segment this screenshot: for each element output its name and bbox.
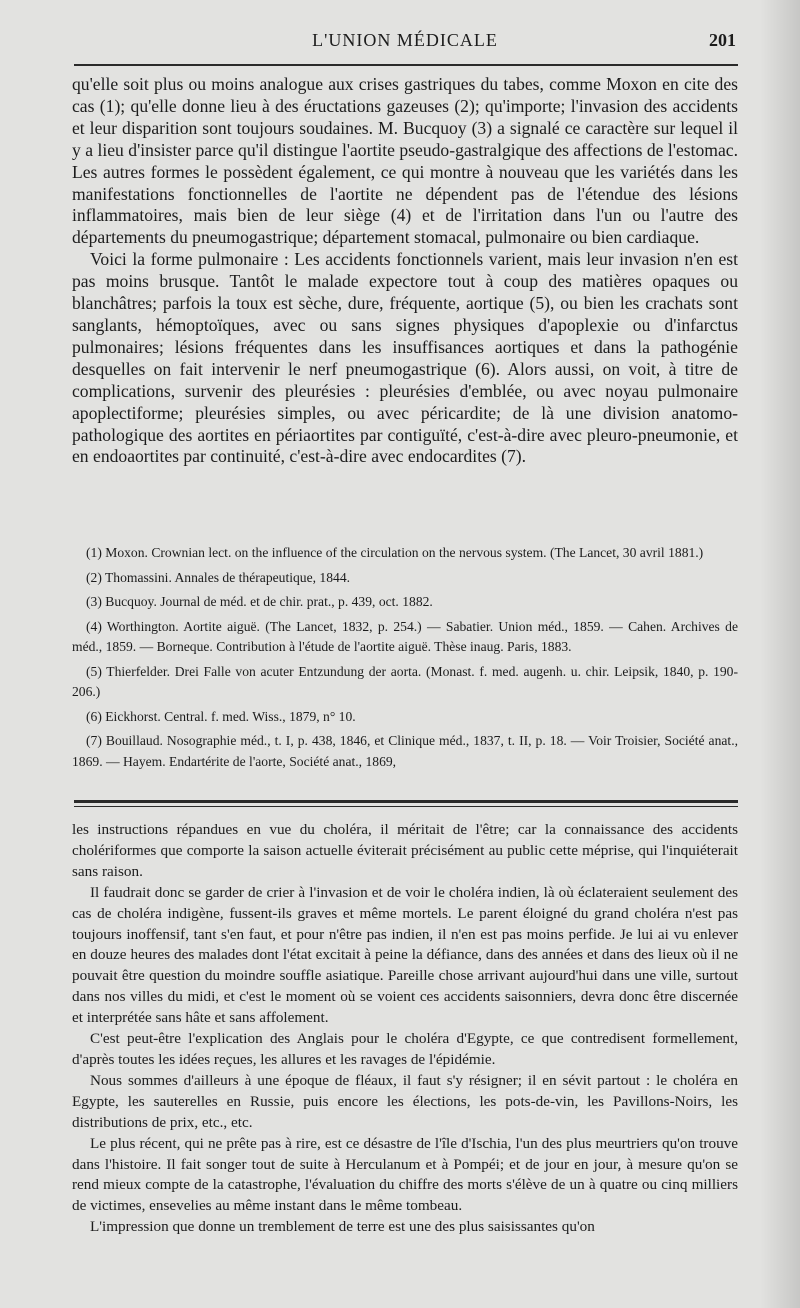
page-edge-shadow [760,0,800,1308]
footnote: (2) Thomassini. Annales de thérapeutique, 1844. [86,569,351,585]
feuilleton-paragraph: les instructions répandues en vue du choléra, il méritait de l'être; car la connaissance des accidents cholériformes que comporte la saison actuelle éviterait précisément au public cette méprise, qui l'inquiéterait sans raison. [72,821,738,880]
article-paragraph: qu'elle soit plus ou moins analogue aux crises gastriques du tabes, comme Moxon en cite des cas (1); qu'elle donne lieu à des éructations gazeuses (2); qu'importe; l'invasion des accidents et leur disparition sont toujours soudaines. M. Bucquoy (3) a signalé ce caractère sur lequel il y a lieu d'insister parce qu'il distingue l'aortite pseudo-gastralgique des affections de l'estomac. Les autres formes le possèdent également, ce qui montre à nouveau que les variétés dans les manifestations fonctionnelles de l'aortite ne dépendent pas de l'étendue des lésions inflammatoires, mais bien de leur siège (4) et de l'irritation dans l'un ou l'autre des départements du pneumogastrique; département stomacal, pulmonaire ou bien cardiaque. [72,74,738,248]
feuilleton-paragraph: Il faudrait donc se garder de crier à l'invasion et de voir le choléra indien, là où éclateraient seulement des cas de choléra indigène, fussent-ils graves et même mortels. Le parent éloigné du grand choléra n'est pas toujours inoffensif, tant s'en faut, et pour n'être pas indien, il n'en est pas moins perfide. Je lui ai vu enlever en douze heures des malades dont l'état excitait à peine la défiance, dans des années et dans des lieux où il ne pouvait être question du moindre souffle asiatique. Pareille chose arrivant aujourd'hui dans une ville, surtout dans nos villes du midi, et c'est le moment où se voient ces accidents saisonniers, devra donc être discernée et interprétée sans hâte et sans affolement. [72,883,738,1027]
feuilleton-paragraph: Le plus récent, qui ne prête pas à rire, est ce désastre de l'île d'Ischia, l'un des plus meurtriers qu'on trouve dans l'histoire. Il fait songer tout de suite à Herculanum et à Pompéi; et de jour en jour, à mesure qu'on se rend mieux compte de la catastrophe, l'évaluation du chiffre des morts s'élève de un à quatre ou cinq milliers de victimes, ensevelies au même instant dans le même tombeau. [72,1134,738,1215]
feuilleton-paragraph: Nous sommes d'ailleurs à une époque de fléaux, il faut s'y résigner; il en sévit partout : le choléra en Egypte, les sauterelles en Russie, puis encore les élections, les pots-de-vin, les Pavillons-Noirs, les distributions de prix, etc., etc. [72,1071,738,1131]
footnote: (5) Thierfelder. Drei Falle von acuter Entzundung der aorta. (Monast. f. med. augenh. u. chir. Leipsik, 1840, p. 190-206.) [72,663,738,699]
page-header [70,26,740,56]
article-paragraph: Voici la forme pulmonaire : Les accidents fonctionnels varient, mais leur invasion n'en est pas moins brusque. Tantôt le malade expectore tout à coup des matières opaques ou blanchâtres; parfois la toux est sèche, dure, fréquente, aortique (5), ou bien les crachats sont sanglants, hémoptoïques, avec ou sans signes physiques d'apoplexie ou d'infarctus pulmonaires; lésions fréquentes dans les insuffisances aortiques et dans la pathogénie desquelles on fait intervenir le nerf pneumogastrique (6). Alors aussi, on voit, à titre de complications, survenir des pleurésies : pleurésies d'emblée, ou avec noyau pulmonaire apoplectiforme; pleurésies simples, ou avec péricardite; de là une division anatomo-pathologique des aortites en périaortites par contiguïté, c'est-à-dire avec pleuro-pneumonie, et en endoaortites par continuité, c'est-à-dire avec endocardites (7). [72,249,738,467]
header-rule [74,64,738,66]
feuilleton-paragraph: L'impression que donne un tremblement de terre est une des plus saisissantes qu'on [90,1218,595,1236]
footnotes [72,543,738,776]
footnote: (4) Worthington. Aortite aiguë. (The Lancet, 1832, p. 254.) — Sabatier. Union méd., 1859. — Cahen. Archives de méd., 1859. — Borneque. Contribution à l'étude de l'aortite aiguë. Thèse inaug. Paris, 1883. [72,618,738,654]
footnote: (7) Bouillaud. Nosographie méd., t. I, p. 438, 1846, et Clinique méd., 1837, t. II, p. 18. — Voir Troisier, Société anat., 1869. — Hayem. Endartérite de l'aorte, Société anat., 1869, [72,733,738,769]
footnote: (1) Moxon. Crownian lect. on the influence of the circulation on the nervous system. (The Lancet, 30 avril 1881.) [86,545,704,560]
article-body [72,74,738,468]
footnote: (3) Bucquoy. Journal de méd. et de chir. prat., p. 439, oct. 1882. [86,594,433,609]
running-title: L'UNION MÉDICALE [312,30,498,50]
page-number: 201 [709,30,736,50]
feuilleton-paragraph: C'est peut-être l'explication des Anglais pour le choléra d'Egypte, ce que contredisent formellement, d'après toutes les idées reçues, les allures et les ravages de l'épidémie. [72,1030,738,1068]
feuilleton-rule-bottom [74,806,738,807]
feuilleton-body [72,820,738,1238]
feuilleton-rule-top [74,800,738,803]
footnote: (6) Eickhorst. Central. f. med. Wiss., 1879, n° 10. [86,708,356,724]
